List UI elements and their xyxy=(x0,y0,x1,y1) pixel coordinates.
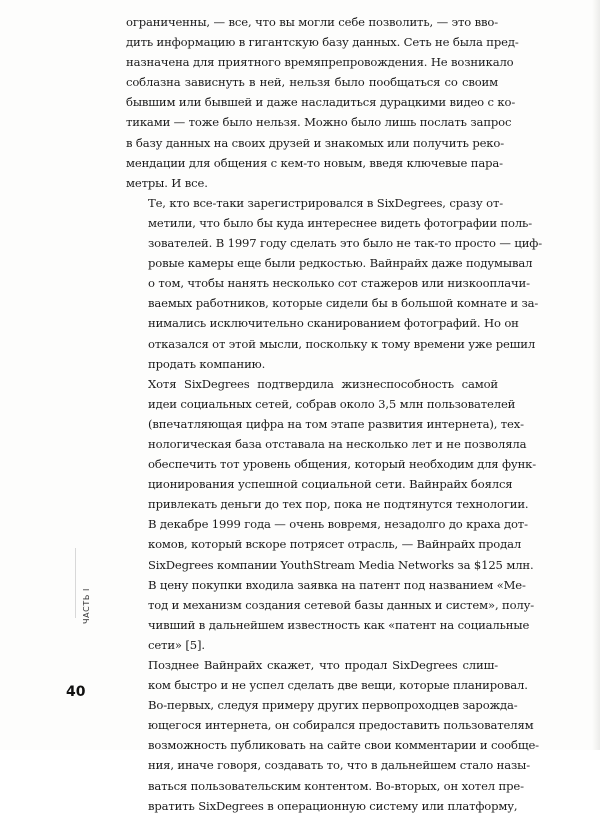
page-number: 40 xyxy=(66,684,86,700)
text-line: мендации для общения с кем-то новым, введя ключевые пара- xyxy=(126,155,503,170)
text-line: ющегося интернета, он собирался предоставить пользователям xyxy=(148,718,534,733)
text-line: В цену покупки входила заявка на патент под названием «Ме- xyxy=(148,577,526,592)
text-line: метры. И все. xyxy=(126,175,208,190)
text-line: нимались исключительно сканированием фотографий. Но он xyxy=(148,316,519,331)
text-line: SixDegrees компании YouthStream Media Networks за $125 млн. xyxy=(148,557,534,572)
text-line: отказался от этой мысли, поскольку к тому времени уже решил xyxy=(148,336,536,351)
paragraph xyxy=(126,655,539,816)
text-line: возможность публиковать на сайте свои комментарии и сообще- xyxy=(148,738,539,753)
text-line: Хотя SixDegrees подтвердила жизнеспособность самой xyxy=(148,376,498,391)
text-line: ния, иначе говоря, создавать то, что в дальнейшем стало назы- xyxy=(148,758,530,773)
text-line: зователей. В 1997 году сделать это было не так-то просто — циф- xyxy=(148,236,542,251)
text-line: нологическая база отставала на несколько лет и не позволяла xyxy=(148,436,527,451)
text-line: назначена для приятного времяпрепровождения. Не возникало xyxy=(126,55,514,70)
margin-rule xyxy=(75,548,76,618)
text-line: в базу данных на своих друзей и знакомых или получить реко- xyxy=(126,135,504,150)
text-line: соблазна зависнуть в ней, нельзя было пообщаться со своим xyxy=(126,75,498,90)
text-line: ровые камеры еще были редкостью. Вайнрайх даже подумывал xyxy=(148,256,533,271)
section-label: ЧАСТЬ I xyxy=(82,587,91,624)
text-line: вратить SixDegrees в операционную систему или платформу, xyxy=(148,798,518,813)
text-line: Позднее Вайнрайх скажет, что продал SixDegrees слиш- xyxy=(148,658,498,672)
text-line: метили, что было бы куда интереснее видеть фотографии поль- xyxy=(148,215,532,230)
text-line: чивший в дальнейшем известность как «патент на социальные xyxy=(148,617,530,632)
text-line: обеспечить тот уровень общения, который необходим для функ- xyxy=(148,457,537,472)
paragraph xyxy=(126,12,519,193)
text-line: продать компанию. xyxy=(148,356,266,371)
text-line: В декабре 1999 года — очень вовремя, незадолго до краха дот- xyxy=(148,517,528,532)
page-edge-shadow xyxy=(592,0,600,750)
text-line: дить информацию в гигантскую базу данных. Сеть не была пред- xyxy=(126,35,519,50)
text-line: ваемых работников, которые сидели бы в большой комнате и за- xyxy=(148,296,539,311)
text-line: Во-первых, следуя примеру других первопроходцев зарожда- xyxy=(148,698,518,713)
paragraph xyxy=(126,374,537,655)
text-line: тиками — тоже было нельзя. Можно было лишь послать запрос xyxy=(126,115,512,130)
paragraph xyxy=(126,193,542,374)
text-line: привлекать деньги до тех пор, пока не подтянутся технологии. xyxy=(148,497,529,512)
text-line: о том, чтобы нанять несколько сот стажеров или низкооплачи- xyxy=(148,276,530,291)
text-line: сети» [5]. xyxy=(148,637,205,652)
text-line: ционирования успешной социальной сети. Вайнрайх боялся xyxy=(148,477,513,492)
body-text xyxy=(126,12,542,816)
text-line: ограниченны, — все, что вы могли себе позволить, — это вво- xyxy=(126,15,498,29)
text-line: комов, который вскоре потрясет отрасль, — Вайнрайх продал xyxy=(148,537,522,552)
text-line: идеи социальных сетей, собрав около 3,5 млн пользователей xyxy=(148,396,516,411)
text-line: ваться пользовательским контентом. Во-вторых, он хотел пре- xyxy=(148,778,524,793)
text-line: ком быстро и не успел сделать две вещи, которые планировал. xyxy=(148,678,528,693)
text-line: бывшим или бывшей и даже насладиться дурацкими видео с ко- xyxy=(126,95,516,110)
text-line: Те, кто все-таки зарегистрировался в SixDegrees, сразу от- xyxy=(148,195,503,210)
text-line: тод и механизм создания сетевой базы данных и систем», полу- xyxy=(148,597,535,612)
text-line: (впечатляющая цифра на том этапе развития интернета), тех- xyxy=(148,416,524,431)
